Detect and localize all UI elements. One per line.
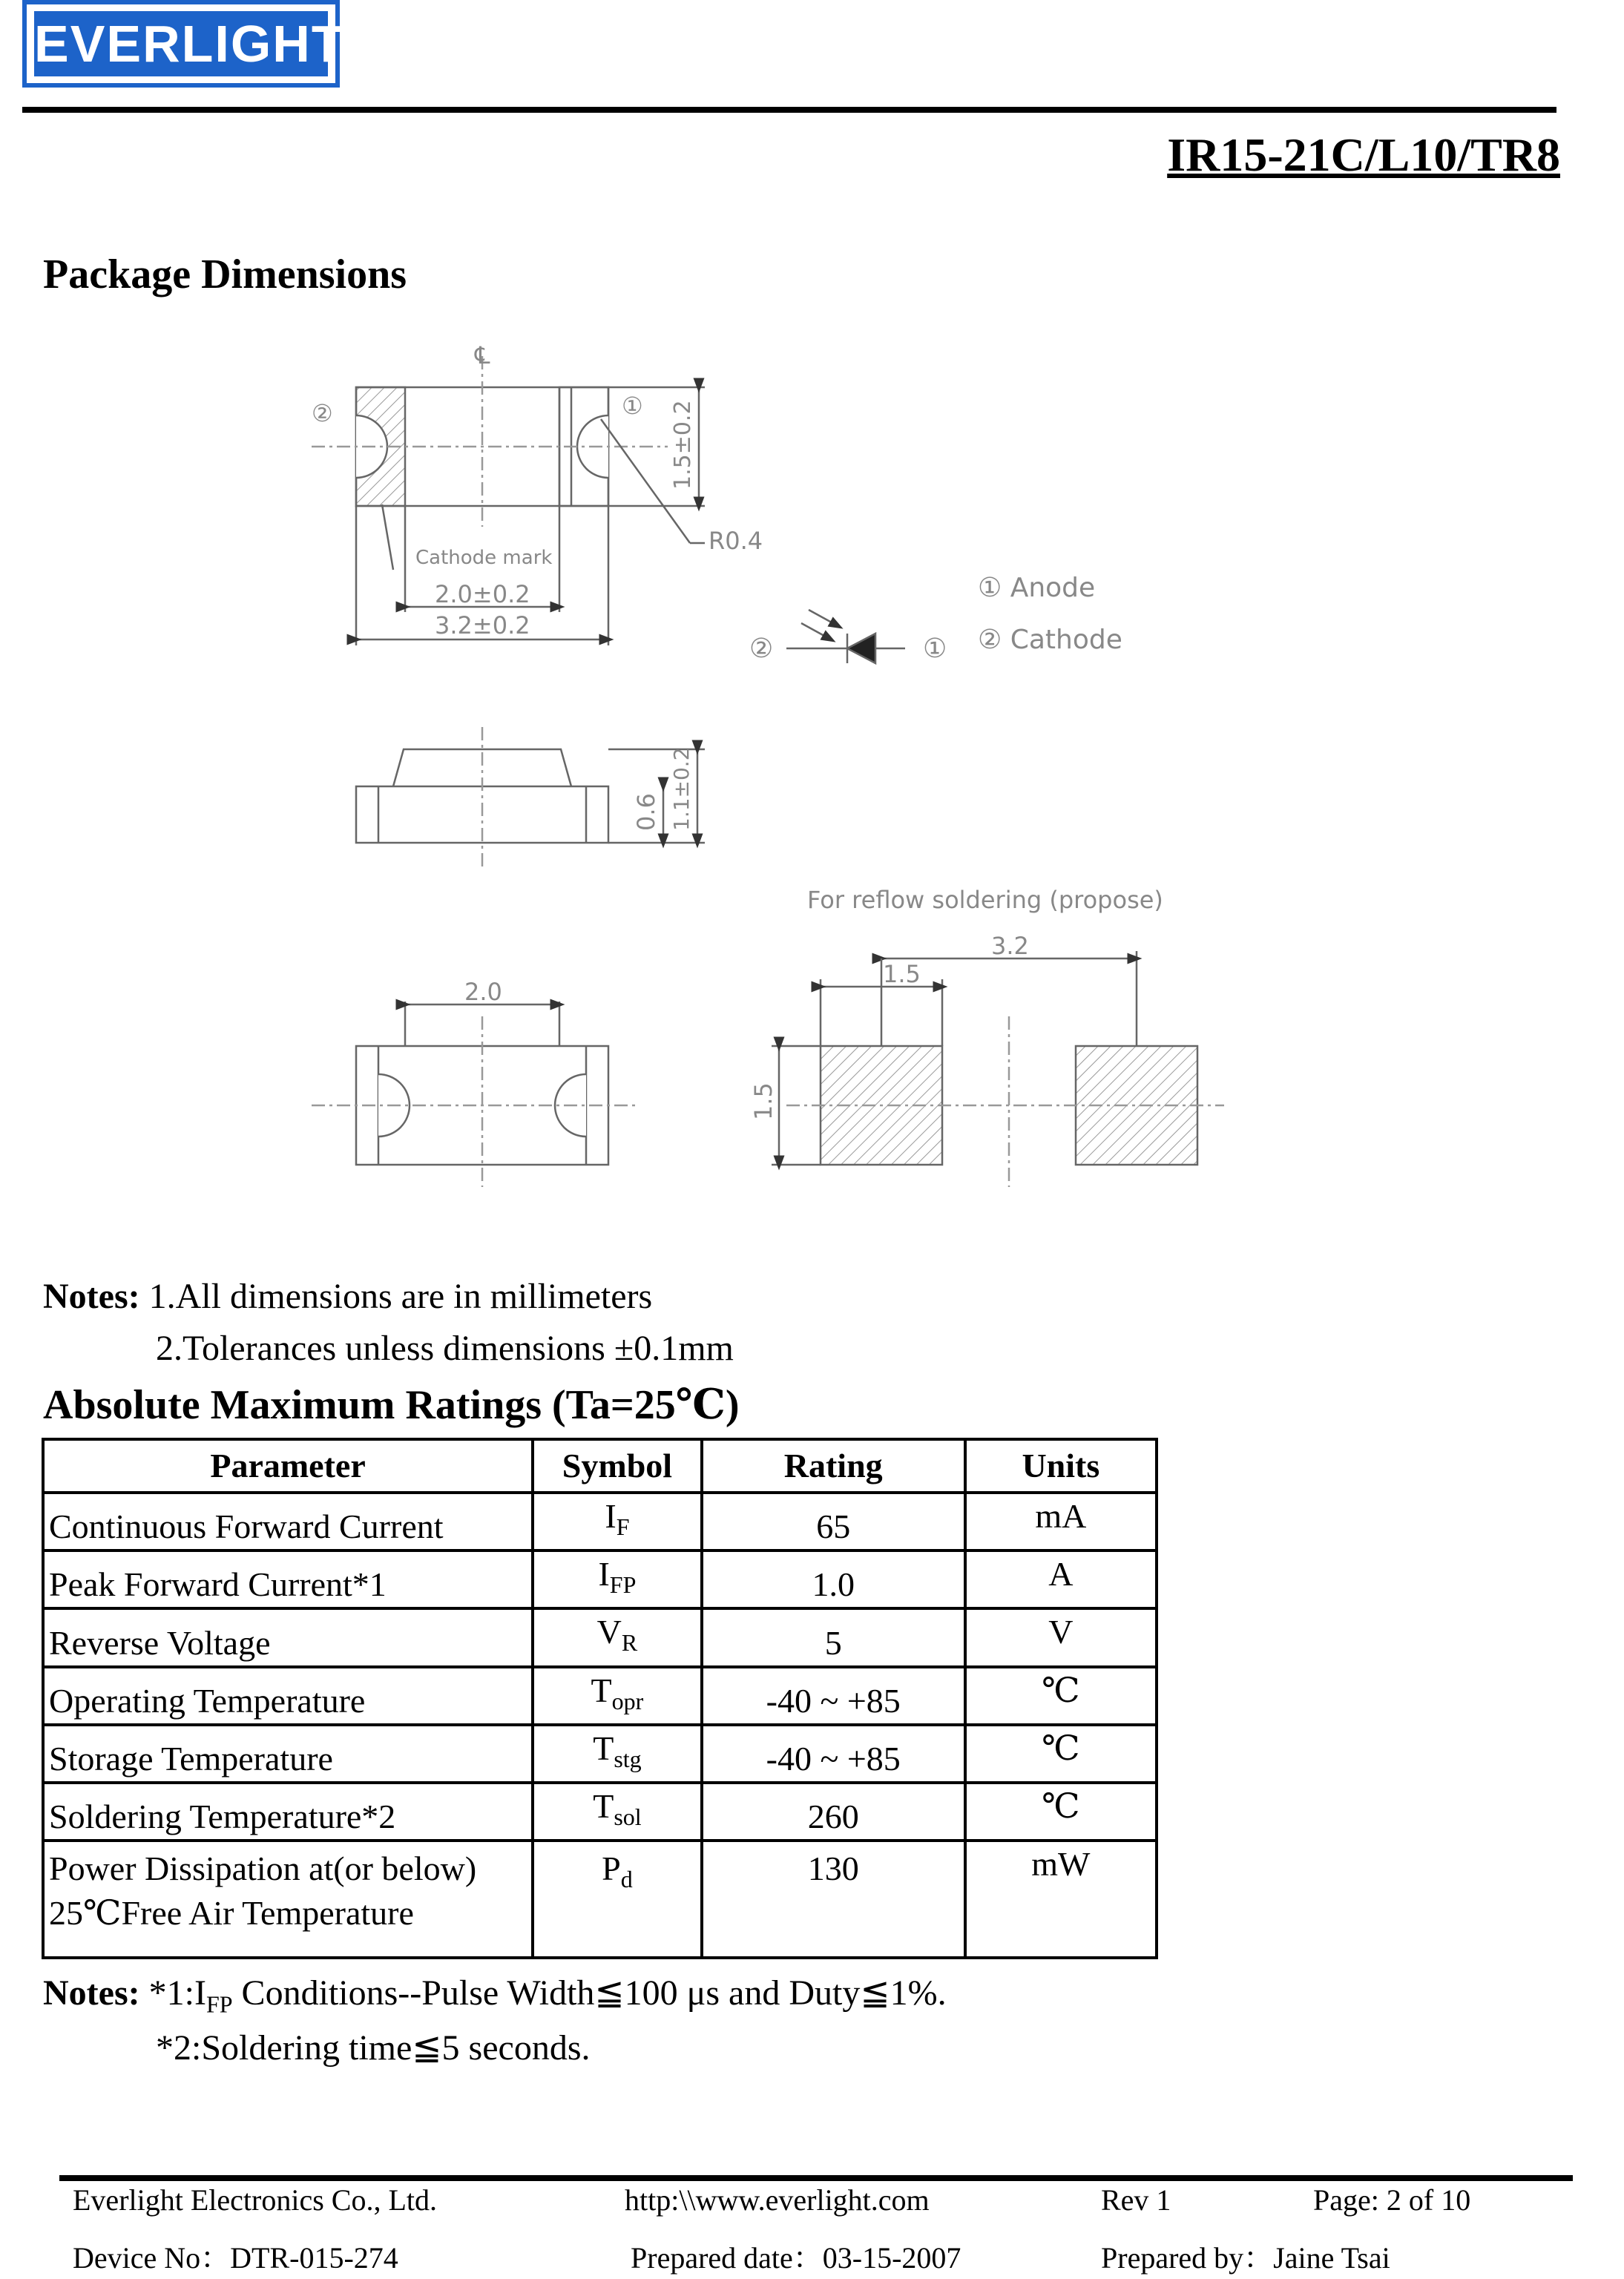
param-cell: Continuous Forward Current — [43, 1493, 533, 1550]
h15-label: 1.5±0.2 — [670, 400, 696, 490]
table-row — [43, 1608, 1157, 1666]
table-row — [43, 1725, 1157, 1783]
centerline-label: ℄ — [475, 341, 490, 369]
header-symbol: Symbol — [533, 1439, 702, 1493]
param-cell: Storage Temperature — [43, 1725, 533, 1783]
param-cell: Operating Temperature — [43, 1667, 533, 1725]
pad-32-label: 3.2 — [991, 932, 1029, 960]
param-cell: Reverse Voltage — [43, 1608, 533, 1666]
unit-cell: ℃ — [965, 1667, 1157, 1725]
notes2-label: Notes: — [43, 1973, 140, 2013]
package-dimensions-heading: Package Dimensions — [43, 251, 407, 297]
logo-text: EVERLIGHT — [34, 11, 328, 76]
footer-prepared-by: Prepared by：Jaine Tsai — [1101, 2241, 1390, 2275]
rating-cell: 260 — [702, 1783, 965, 1841]
notes2-line-1: Notes: $*1:I_{FP}$ Conditions--Pulse Width≦100 μs and Duty≦1%. — [43, 1973, 947, 2018]
param-cell: Soldering Temperature*2 — [43, 1783, 533, 1841]
pad-15h-label: 1.5 — [749, 1082, 778, 1120]
cathode-mark-label: Cathode mark — [415, 547, 553, 569]
header-rating: Rating — [702, 1439, 965, 1493]
note-2-text: 2.Tolerances unless dimensions ±0.1mm — [156, 1329, 734, 1368]
param-cell: Peak Forward Current*1 — [43, 1550, 533, 1608]
w20-label: 2.0±0.2 — [435, 580, 530, 608]
unit-cell: ℃ — [965, 1783, 1157, 1841]
symbol-cell: $V_R$ — [533, 1608, 702, 1666]
notes-line-1 — [43, 1276, 652, 1317]
footer-url[interactable]: http:\\www.everlight.com — [625, 2183, 930, 2217]
footer-rule — [59, 2175, 1573, 2181]
rating-cell: 1.0 — [702, 1550, 965, 1608]
bottom-20-label: 2.0 — [464, 978, 502, 1006]
table-row — [43, 1783, 1157, 1841]
legend-anode: ① Anode — [978, 573, 1096, 603]
rating-cell: -40 ~ +85 — [702, 1725, 965, 1783]
everlight-logo — [22, 0, 345, 88]
pad-15w-label: 1.5 — [883, 960, 921, 988]
side-11-label: 1.1±0.2 — [669, 747, 694, 831]
pin1-label: ① — [622, 392, 643, 420]
symbol-cell: $P_d$ — [533, 1841, 702, 1958]
footer-prepared-date: Prepared date：03-15-2007 — [631, 2241, 961, 2275]
ratings-heading: Absolute Maximum Ratings (Ta=25℃) — [43, 1382, 740, 1428]
table-row — [43, 1493, 1157, 1550]
unit-cell: V — [965, 1608, 1157, 1666]
table-row — [43, 1667, 1157, 1725]
unit-cell: ℃ — [965, 1725, 1157, 1783]
rating-cell: -40 ~ +85 — [702, 1667, 965, 1725]
diode-pin2: ② — [749, 634, 774, 664]
symbol-cell: $I_{FP}$ — [533, 1550, 702, 1608]
footer-device: Device No：DTR-015-274 — [73, 2241, 398, 2275]
table-row — [43, 1550, 1157, 1608]
symbol-cell: $T_{sol}$ — [533, 1783, 702, 1841]
header-units: Units — [965, 1439, 1157, 1493]
footer-page: Page: 2 of 10 — [1313, 2183, 1471, 2217]
r04-label: R0.4 — [709, 527, 763, 555]
param-cell: Power Dissipation at(or below) 25℃Free Air Temperature — [43, 1841, 533, 1958]
unit-cell: mW — [965, 1841, 1157, 1958]
rating-cell: 130 — [702, 1841, 965, 1958]
table-row — [43, 1841, 1157, 1958]
footer-rev: Rev 1 — [1101, 2183, 1171, 2217]
header-rule — [22, 107, 1556, 113]
unit-cell: A — [965, 1550, 1157, 1608]
note-1-text: 1.All dimensions are in millimeters — [148, 1277, 653, 1316]
footer-company: Everlight Electronics Co., Ltd. — [73, 2183, 437, 2217]
side-06-label: 0.6 — [632, 793, 660, 831]
symbol-cell: $T_{stg}$ — [533, 1725, 702, 1783]
rating-cell: 65 — [702, 1493, 965, 1550]
pin2-label: ② — [312, 399, 333, 427]
ratings-table — [42, 1438, 1158, 1959]
legend-cathode: ② Cathode — [978, 625, 1122, 655]
notes-label: Notes: — [43, 1277, 140, 1316]
header-parameter: Parameter — [43, 1439, 533, 1493]
diode-pin1: ① — [923, 634, 947, 664]
part-number-title: IR15-21C/L10/TR8 — [1167, 128, 1560, 181]
symbol-cell: $I_F$ — [533, 1493, 702, 1550]
symbol-cell: $T_{opr}$ — [533, 1667, 702, 1725]
unit-cell: mA — [965, 1493, 1157, 1550]
w32-label: 3.2±0.2 — [435, 611, 530, 639]
reflow-title: For reflow soldering (propose) — [807, 886, 1163, 914]
rating-cell: 5 — [702, 1608, 965, 1666]
notes2-line-2: *2:Soldering time≦5 seconds. — [156, 2028, 591, 2068]
package-drawing — [312, 334, 1291, 1209]
